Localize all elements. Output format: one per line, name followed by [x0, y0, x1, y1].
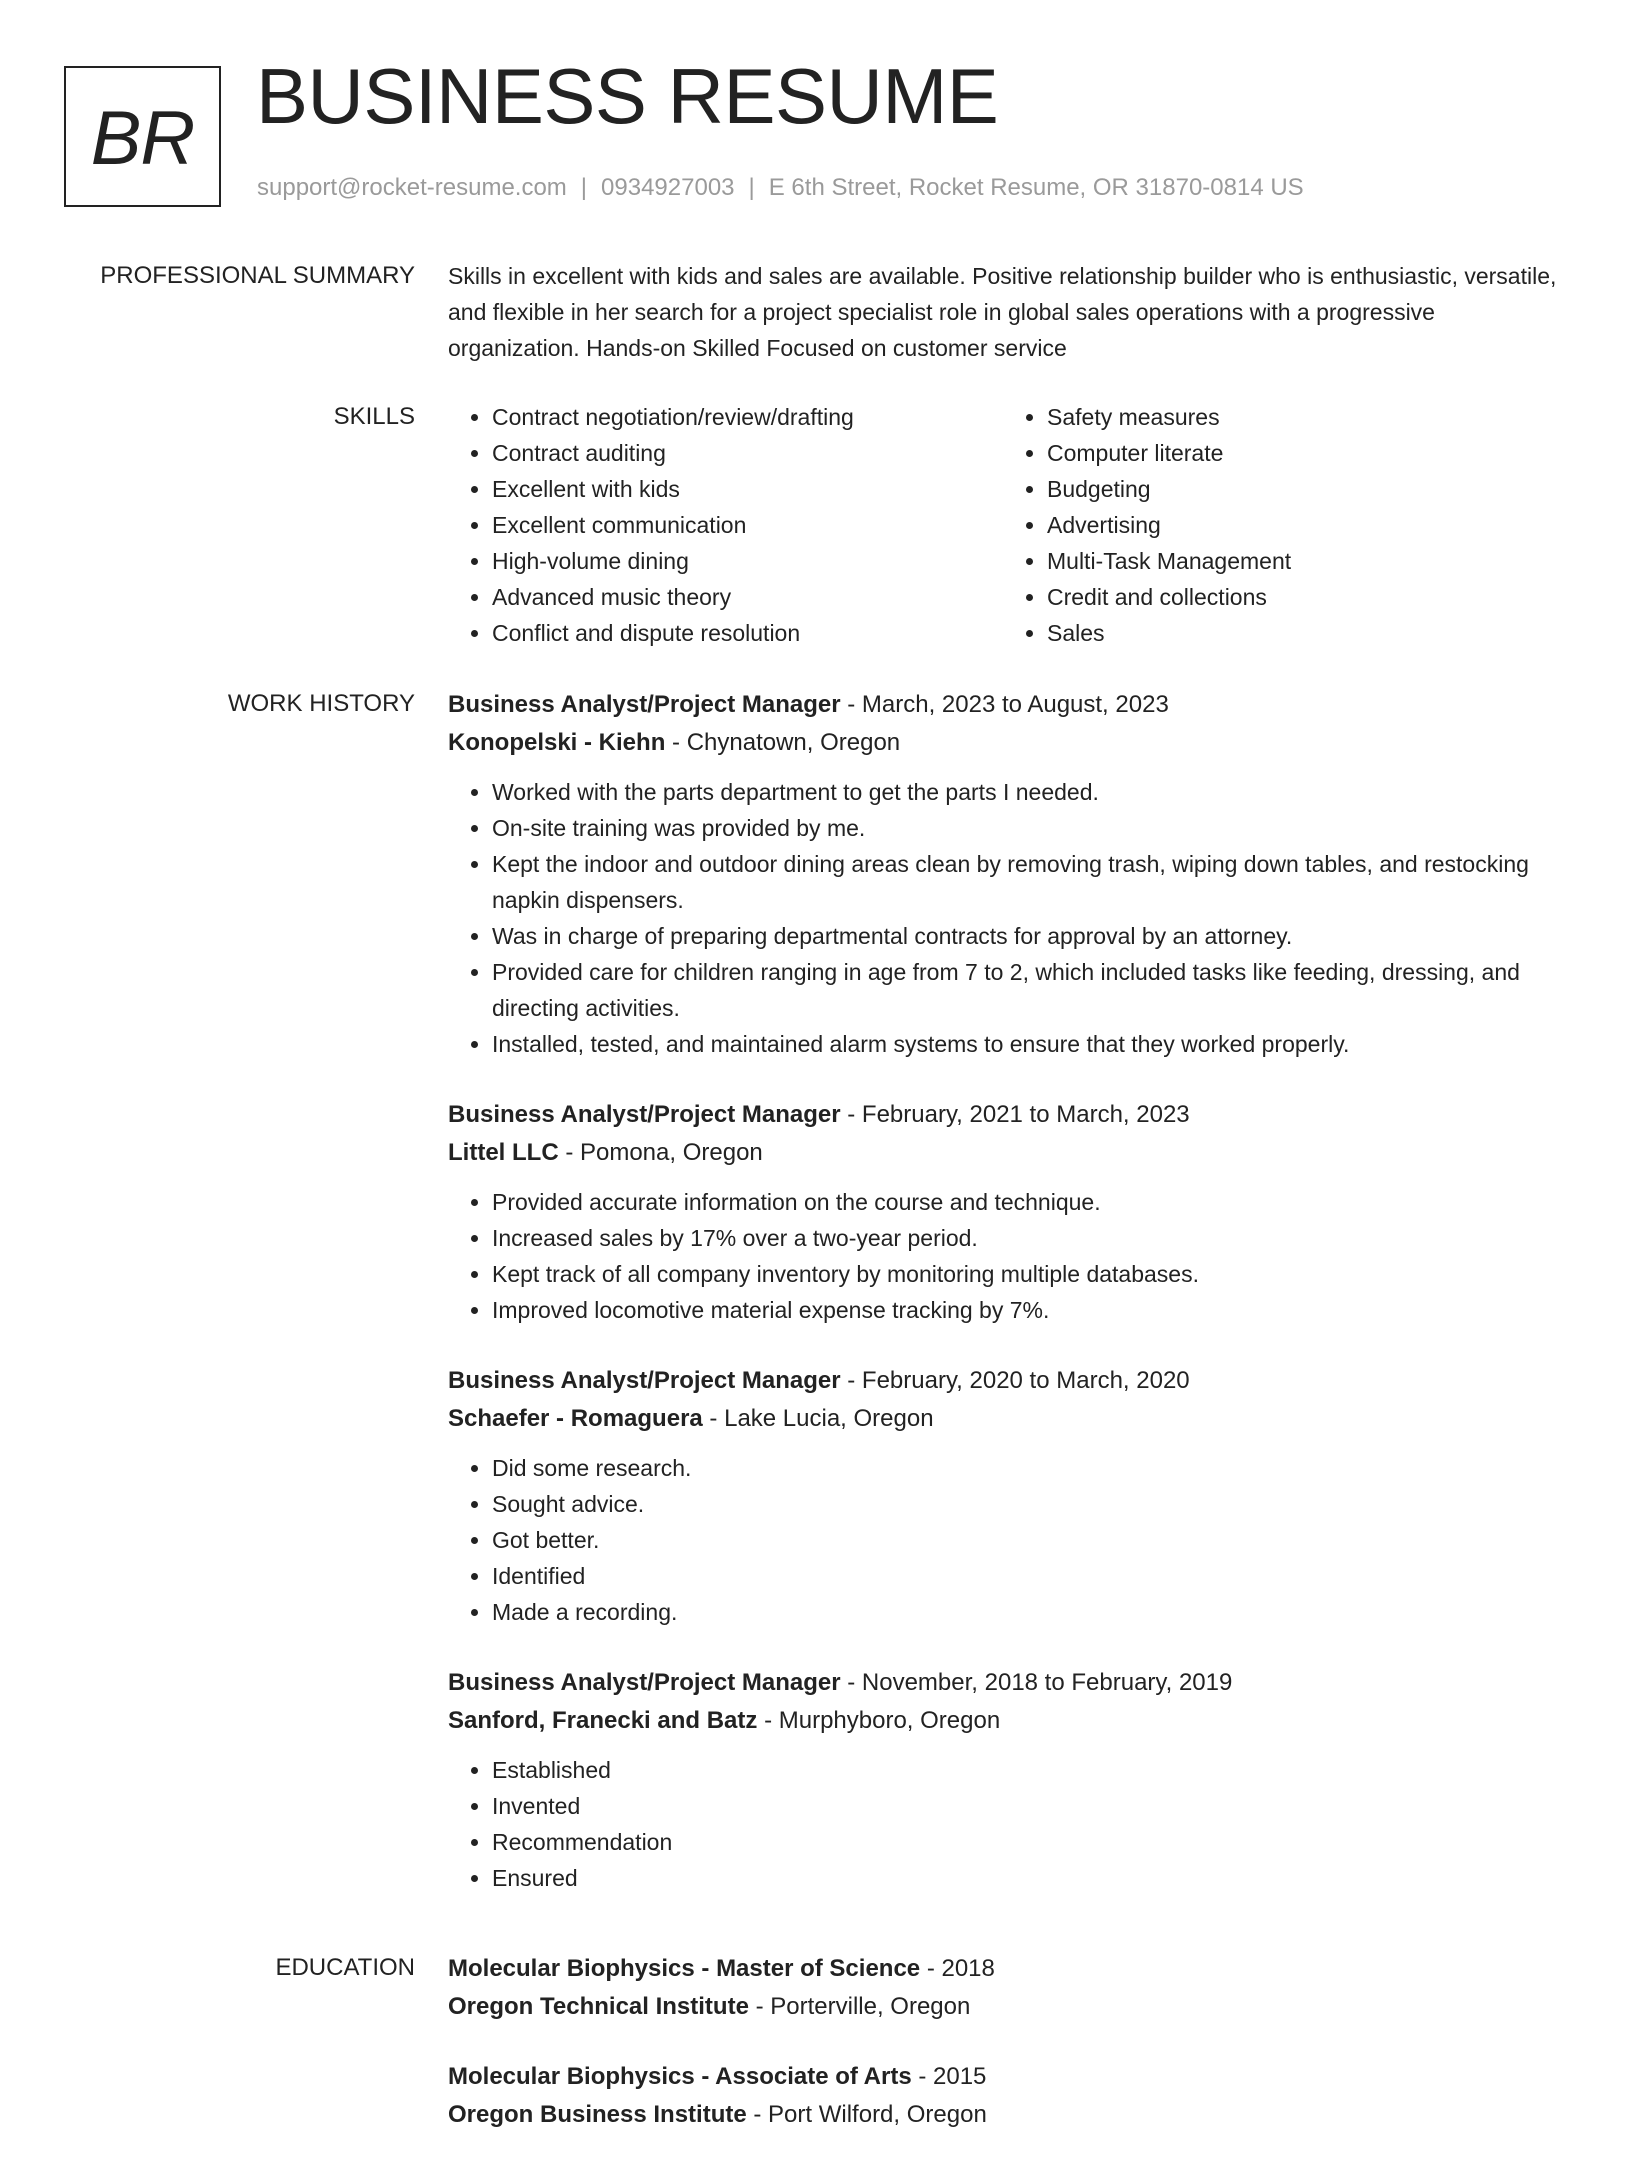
job-location: - Murphyboro, Oregon	[757, 1707, 1001, 1734]
job-bullet: • Made a recording.	[492, 1594, 1558, 1630]
job-bullet: • Provided accurate information on the course and technique.	[492, 1184, 1558, 1220]
job-bullet: • Was in charge of preparing departmental contracts for approval by an attorney.	[492, 918, 1558, 954]
job-bullet: • Kept track of all company inventory by monitoring multiple databases.	[492, 1256, 1558, 1292]
education-degree: Molecular Biophysics - Master of Science	[448, 1955, 921, 1982]
job-bullet: • Sought advice.	[492, 1486, 1558, 1522]
skill-item: • High-volume dining	[492, 543, 1003, 579]
education-entry	[448, 2058, 1558, 2134]
job-company-line	[448, 724, 1558, 762]
summary-body	[448, 258, 1558, 366]
job-title-line	[448, 686, 1558, 724]
contact-line	[257, 174, 1304, 202]
job-bullet: • Established	[492, 1752, 1558, 1788]
skill-item: • Safety measures	[1047, 399, 1558, 435]
skills-list-left	[448, 399, 1003, 651]
job-bullet: • Invented	[492, 1788, 1558, 1824]
job-location: - Chynatown, Oregon	[665, 729, 901, 756]
job-bullets	[448, 1184, 1558, 1328]
job-bullets	[448, 1450, 1558, 1630]
skill-item: • Excellent with kids	[492, 471, 1003, 507]
job-dates: - February, 2020 to March, 2020	[840, 1367, 1190, 1394]
job-title: Business Analyst/Project Manager	[448, 1669, 841, 1696]
job-bullet: • Kept the indoor and outdoor dining areas clean by removing trash, wiping down tables, and restocking napkin dispensers.	[492, 846, 1558, 918]
skills-body	[448, 399, 1558, 651]
skill-item: • Advertising	[1047, 507, 1558, 543]
job-location: - Pomona, Oregon	[558, 1139, 763, 1166]
job-entry	[448, 1362, 1558, 1630]
education-body	[448, 1950, 1558, 2168]
education-location: - Port Wilford, Oregon	[746, 2101, 987, 2128]
education-school: Oregon Technical Institute	[448, 1993, 749, 2020]
summary-heading: PROFESSIONAL SUMMARY	[100, 262, 415, 289]
skills-heading: SKILLS	[333, 403, 415, 430]
job-company: Schaefer - Romaguera	[448, 1405, 703, 1432]
job-bullet: • On-site training was provided by me.	[492, 810, 1558, 846]
education-year: - 2015	[911, 2063, 987, 2090]
job-bullet: • Improved locomotive material expense tracking by 7%.	[492, 1292, 1558, 1328]
job-dates: - March, 2023 to August, 2023	[840, 691, 1169, 718]
job-company: Konopelski - Kiehn	[448, 729, 666, 756]
job-bullet: • Ensured	[492, 1860, 1558, 1896]
contact-separator: |	[580, 174, 588, 201]
skill-item: • Advanced music theory	[492, 579, 1003, 615]
job-entry	[448, 1096, 1558, 1328]
job-title-line	[448, 1362, 1558, 1400]
job-bullets	[448, 1752, 1558, 1896]
job-entry	[448, 1664, 1558, 1896]
education-degree: Molecular Biophysics - Associate of Arts	[448, 2063, 912, 2090]
work-history-body	[448, 686, 1558, 1930]
job-title: Business Analyst/Project Manager	[448, 1367, 841, 1394]
job-title-line	[448, 1096, 1558, 1134]
job-bullet: • Did some research.	[492, 1450, 1558, 1486]
skill-item: • Conflict and dispute resolution	[492, 615, 1003, 651]
education-heading: EDUCATION	[275, 1954, 415, 1981]
skills-list-right	[1003, 399, 1558, 651]
skill-item: • Excellent communication	[492, 507, 1003, 543]
job-bullet: • Worked with the parts department to get the parts I needed.	[492, 774, 1558, 810]
job-entry	[448, 686, 1558, 1062]
job-bullet: • Installed, tested, and maintained alarm systems to ensure that they worked properly.	[492, 1026, 1558, 1062]
job-dates: - February, 2021 to March, 2023	[840, 1101, 1190, 1128]
work-history-heading: WORK HISTORY	[227, 690, 415, 717]
education-degree-line	[448, 1950, 1558, 1988]
skill-item: • Computer literate	[1047, 435, 1558, 471]
job-bullet: • Increased sales by 17% over a two-year period.	[492, 1220, 1558, 1256]
contact-email[interactable]: support@rocket-resume.com	[257, 174, 567, 201]
job-company-line	[448, 1400, 1558, 1438]
skill-item: • Multi-Task Management	[1047, 543, 1558, 579]
skill-item: • Contract negotiation/review/drafting	[492, 399, 1003, 435]
education-degree-line	[448, 2058, 1558, 2096]
monogram-box	[64, 66, 221, 207]
job-title-line	[448, 1664, 1558, 1702]
skill-item: • Sales	[1047, 615, 1558, 651]
job-company: Littel LLC	[448, 1139, 559, 1166]
summary-text: Skills in excellent with kids and sales are available. Positive relationship builder who is enthusiastic, versatile, and flexible in her search for a project specialist role in global sales operations with a progressive organization. Hands-on Skilled Focused on customer service	[448, 263, 1557, 361]
contact-phone[interactable]: 0934927003	[601, 174, 735, 201]
education-school-line	[448, 1988, 1558, 2026]
skill-item: • Budgeting	[1047, 471, 1558, 507]
contact-address: E 6th Street, Rocket Resume, OR 31870-0814 US	[768, 174, 1304, 201]
monogram-initials: BR	[90, 96, 195, 181]
job-bullet: • Recommendation	[492, 1824, 1558, 1860]
contact-separator: |	[748, 174, 755, 201]
skill-item: • Contract auditing	[492, 435, 1003, 471]
education-location: - Porterville, Oregon	[748, 1993, 971, 2020]
education-school-line	[448, 2096, 1558, 2134]
job-bullet: • Provided care for children ranging in age from 7 to 2, which included tasks like feeding, dressing, and directing activities.	[492, 954, 1558, 1026]
job-bullet: • Identified	[492, 1558, 1558, 1594]
job-title: Business Analyst/Project Manager	[448, 691, 841, 718]
job-title: Business Analyst/Project Manager	[448, 1101, 841, 1128]
education-year: - 2018	[920, 1955, 995, 1982]
job-company: Sanford, Franecki and Batz	[448, 1707, 758, 1734]
skill-item: • Credit and collections	[1047, 579, 1558, 615]
resume-title: BUSINESS RESUME	[256, 52, 999, 140]
education-entry	[448, 1950, 1558, 2026]
job-company-line	[448, 1134, 1558, 1172]
job-bullet: • Got better.	[492, 1522, 1558, 1558]
job-company-line	[448, 1702, 1558, 1740]
job-dates: - November, 2018 to February, 2019	[840, 1669, 1233, 1696]
job-bullets	[448, 774, 1558, 1062]
job-location: - Lake Lucia, Oregon	[702, 1405, 934, 1432]
education-school: Oregon Business Institute	[448, 2101, 747, 2128]
